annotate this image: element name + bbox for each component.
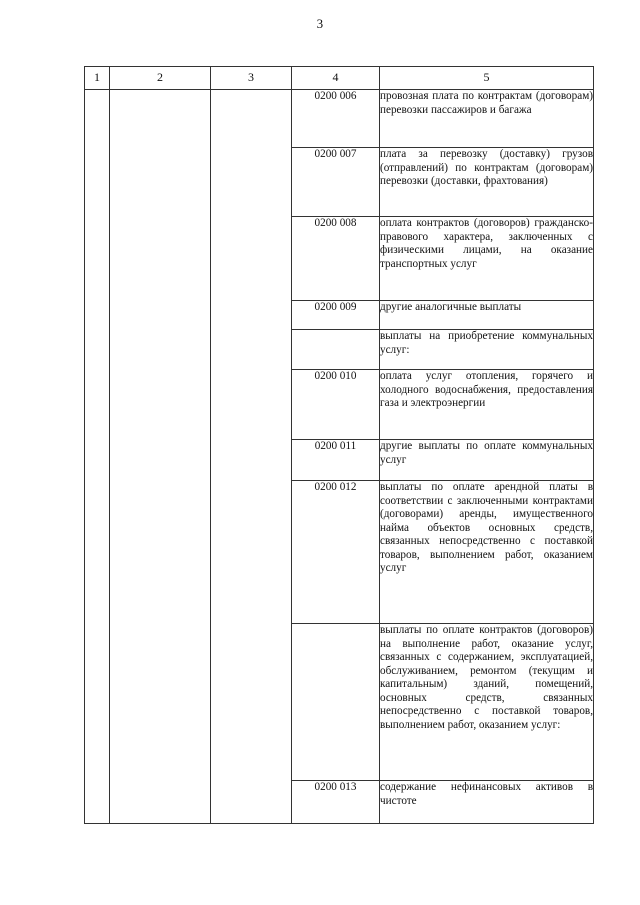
row-description: выплаты на приобретение коммунальных услуг: <box>380 330 594 370</box>
budget-code-table <box>84 66 594 824</box>
row-description: другие аналогичные выплаты <box>380 301 594 330</box>
row-code: 0200 009 <box>292 301 380 330</box>
row-description: выплаты по оплате арендной платы в соответствии с заключенными контрактами (договорами) аренды, имущественного найма объектов основных средств, связанных непосредственно с поставкой товаров, выполнением работ, оказанием услуг <box>380 481 594 624</box>
row-description: провозная плата по контрактам (договорам) перевозки пассажиров и багажа <box>380 90 594 148</box>
row-code <box>292 624 380 781</box>
row-code: 0200 006 <box>292 90 380 148</box>
row-description: оплата контрактов (договоров) гражданско-правового характера, заключенных с физическими лицами, на оказание транспортных услуг <box>380 217 594 301</box>
page-number: 3 <box>316 16 324 31</box>
row-description: содержание нефинансовых активов в чистоте <box>380 781 594 824</box>
row-description: другие выплаты по оплате коммунальных услуг <box>380 440 594 481</box>
row-code: 0200 013 <box>292 781 380 824</box>
column-header-2: 2 <box>110 67 211 90</box>
row-code: 0200 011 <box>292 440 380 481</box>
column-header-3: 3 <box>211 67 292 90</box>
row-code: 0200 012 <box>292 481 380 624</box>
column-header-5: 5 <box>380 67 594 90</box>
row-code: 0200 007 <box>292 148 380 217</box>
empty-column-2 <box>110 90 211 824</box>
empty-column-3 <box>211 90 292 824</box>
empty-column-1 <box>85 90 110 824</box>
table-header-row <box>85 67 594 90</box>
table-row <box>85 90 594 148</box>
row-code <box>292 330 380 370</box>
row-code: 0200 010 <box>292 370 380 440</box>
row-description: плата за перевозку (доставку) грузов (отправлений) по контрактам (договорам) перевозки (доставки, фрахтования) <box>380 148 594 217</box>
row-code: 0200 008 <box>292 217 380 301</box>
column-header-1: 1 <box>85 67 110 90</box>
row-description: выплаты по оплате контрактов (договоров) на выполнение работ, оказание услуг, связанных с содержанием, эксплуатацией, обслуживанием, ремонтом (текущим и капитальным) зданий, помещений, основных средств, связанных непосредственно с поставкой товаров, выполнением работ, оказанием услуг: <box>380 624 594 781</box>
row-description: оплата услуг отопления, горячего и холодного водоснабжения, предоставления газа и электроэнергии <box>380 370 594 440</box>
column-header-4: 4 <box>292 67 380 90</box>
